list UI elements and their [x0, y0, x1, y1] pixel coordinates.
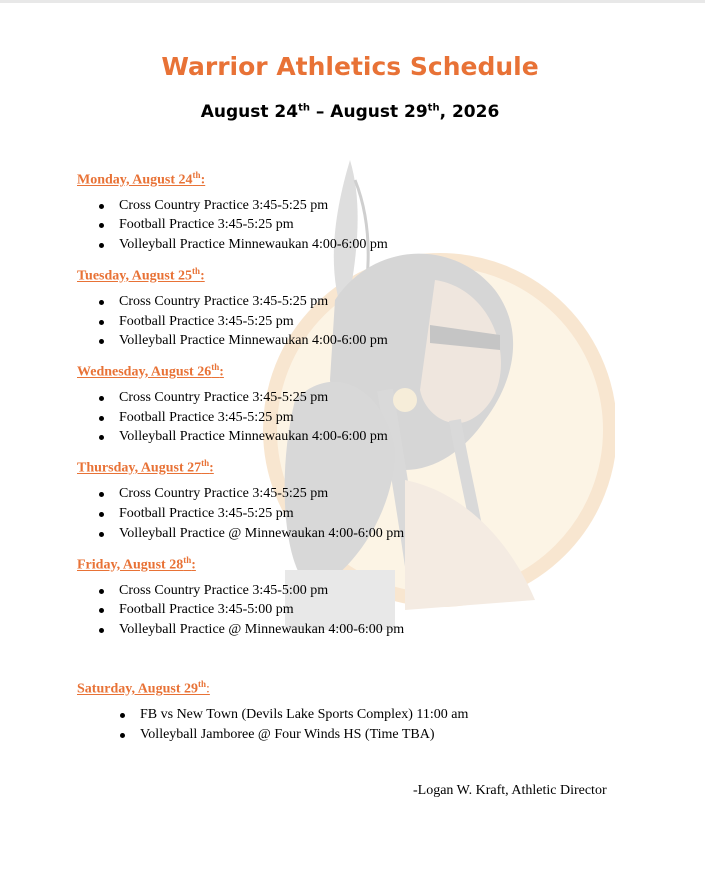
- bullet-icon: [99, 608, 104, 613]
- list-item: Football Practice 3:45-5:25 pm: [119, 506, 294, 521]
- day-heading-tuesday: [77, 266, 205, 285]
- subtitle-end-date: – August 29: [309, 102, 428, 122]
- bullet-icon: [120, 713, 125, 718]
- subtitle-sup-2: th: [427, 102, 440, 114]
- bullet-icon: [99, 492, 104, 497]
- day-heading-thursday: [77, 458, 214, 477]
- bullet-icon: [99, 628, 104, 633]
- day-heading-label: Tuesday, August 25: [77, 268, 193, 284]
- list-item: Cross Country Practice 3:45-5:25 pm: [119, 198, 329, 213]
- bullet-icon: [99, 589, 104, 594]
- day-heading-label: Saturday, August 29: [77, 681, 198, 697]
- bullet-icon: [99, 300, 104, 305]
- day-heading-friday: [77, 555, 196, 574]
- day-heading-label: Monday, August 24: [77, 172, 193, 188]
- day-heading-monday: [77, 170, 205, 189]
- bullet-icon: [99, 532, 104, 537]
- list-item: Cross Country Practice 3:45-5:25 pm: [119, 486, 329, 501]
- list-item: FB vs New Town (Devils Lake Sports Complex) 11:00 am: [140, 707, 469, 722]
- day-heading-colon: :: [200, 172, 206, 188]
- day-heading-label: Thursday, August 27: [77, 460, 202, 476]
- list-item: Volleyball Practice Minnewaukan 4:00-6:00 pm: [119, 237, 388, 252]
- list-item: Volleyball Practice Minnewaukan 4:00-6:00 pm: [119, 333, 388, 348]
- day-heading-sup: th: [183, 555, 192, 565]
- page-top-border: [0, 0, 705, 3]
- signature-line: -Logan W. Kraft, Athletic Director: [413, 783, 607, 798]
- day-heading-colon: :: [200, 268, 205, 284]
- day-heading-label: Wednesday, August 26: [77, 364, 212, 380]
- bullet-icon: [120, 733, 125, 738]
- day-heading-colon: :: [206, 681, 210, 697]
- list-item: Volleyball Practice @ Minnewaukan 4:00-6:00 pm: [119, 526, 405, 541]
- subtitle-start-date: August 24: [200, 102, 299, 122]
- day-heading-sup: th: [201, 458, 210, 468]
- list-item: Cross Country Practice 3:45-5:25 pm: [119, 294, 329, 309]
- list-item: Volleyball Practice @ Minnewaukan 4:00-6:00 pm: [119, 622, 405, 637]
- bullet-icon: [99, 243, 104, 248]
- page-title: Warrior Athletics Schedule: [161, 52, 539, 81]
- day-heading-sup: th: [192, 266, 201, 276]
- day-heading-colon: :: [209, 460, 214, 476]
- list-item: Cross Country Practice 3:45-5:25 pm: [119, 390, 329, 405]
- bullet-icon: [99, 416, 104, 421]
- bullet-icon: [99, 512, 104, 517]
- bullet-icon: [99, 223, 104, 228]
- list-item: Volleyball Jamboree @ Four Winds HS (Time TBA): [140, 727, 435, 742]
- day-heading-sup: th: [192, 170, 201, 180]
- list-item: Football Practice 3:45-5:25 pm: [119, 217, 294, 232]
- day-heading-sup: th: [211, 362, 220, 372]
- list-item: Football Practice 3:45-5:25 pm: [119, 314, 294, 329]
- bullet-icon: [99, 320, 104, 325]
- bullet-icon: [99, 339, 104, 344]
- list-item: Football Practice 3:45-5:25 pm: [119, 410, 294, 425]
- list-item: Cross Country Practice 3:45-5:00 pm: [119, 583, 329, 598]
- day-heading-colon: :: [219, 364, 224, 380]
- date-range-subtitle: [0, 102, 700, 122]
- subtitle-sup-1: th: [298, 102, 310, 114]
- bullet-icon: [99, 396, 104, 401]
- day-heading-saturday: [77, 679, 210, 698]
- list-item: Football Practice 3:45-5:00 pm: [119, 602, 294, 617]
- bullet-icon: [99, 204, 104, 209]
- list-item: Volleyball Practice Minnewaukan 4:00-6:00 pm: [119, 429, 388, 444]
- day-heading-sup: th: [197, 679, 206, 689]
- subtitle-year: , 2026: [439, 102, 500, 122]
- day-heading-colon: :: [191, 557, 196, 573]
- day-heading-label: Friday, August 28: [77, 557, 184, 573]
- day-heading-wednesday: [77, 362, 224, 381]
- bullet-icon: [99, 435, 104, 440]
